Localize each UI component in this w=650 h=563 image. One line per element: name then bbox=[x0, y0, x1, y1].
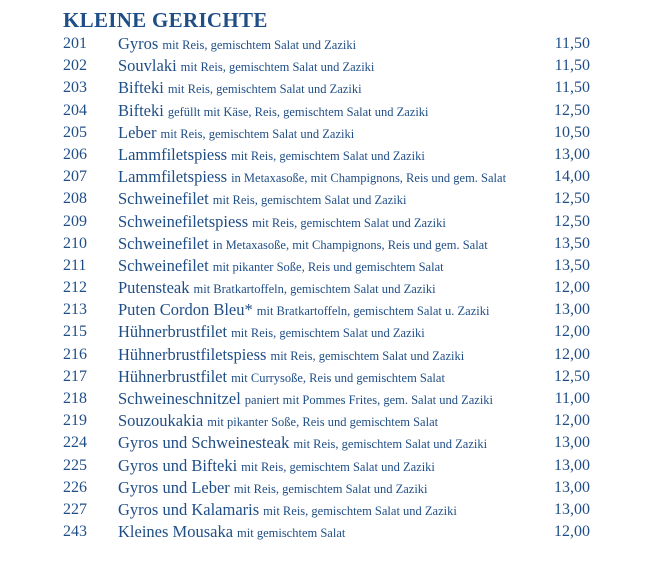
menu-item bbox=[0, 33, 650, 55]
menu-item bbox=[0, 211, 650, 233]
menu-item bbox=[0, 122, 650, 144]
item-description: mit Reis, gemischtem Salat und Zaziki bbox=[263, 503, 457, 518]
item-number: 243 bbox=[63, 523, 87, 541]
item-number: 212 bbox=[63, 279, 87, 297]
menu-item bbox=[0, 55, 650, 77]
item-number: 207 bbox=[63, 168, 87, 186]
item-description: mit Reis, gemischtem Salat und Zaziki bbox=[167, 82, 362, 97]
item-name: Gyros bbox=[118, 34, 159, 53]
item-name: Schweinefilet bbox=[118, 255, 209, 275]
menu-item bbox=[0, 455, 650, 477]
menu-item bbox=[0, 521, 650, 543]
item-name: Puten Cordon Bleu* bbox=[118, 300, 253, 320]
item-number: 225 bbox=[63, 456, 87, 474]
item-name: Schweineschnitzel bbox=[118, 389, 241, 408]
item-number: 218 bbox=[63, 390, 87, 407]
item-name: Lammfiletspiess bbox=[118, 167, 228, 187]
item-price: 13,00 bbox=[554, 500, 590, 518]
item-name: Hühnerbrustfiletspiess bbox=[118, 344, 267, 364]
item-price: 10,50 bbox=[554, 123, 590, 141]
item-name: Kleines Mousaka bbox=[118, 522, 234, 542]
menu-item bbox=[0, 255, 650, 277]
item-price: 11,50 bbox=[554, 35, 590, 52]
menu-item bbox=[0, 144, 650, 166]
item-name: Souvlaki bbox=[118, 56, 177, 76]
item-name: Hühnerbrustfilet bbox=[118, 322, 228, 342]
item-price: 13,00 bbox=[554, 456, 590, 474]
item-description: mit Reis, gemischtem Salat und Zaziki bbox=[293, 437, 488, 452]
item-description: mit pikanter Soße, Reis und gemischtem Salat bbox=[212, 259, 444, 274]
item-price: 13,00 bbox=[554, 301, 590, 319]
item-price: 13,50 bbox=[554, 256, 590, 274]
item-price: 13,00 bbox=[554, 145, 590, 163]
item-name: Bifteki bbox=[118, 100, 164, 120]
item-description: mit Reis, gemischtem Salat und Zaziki bbox=[212, 193, 407, 208]
item-description: mit Bratkartoffeln, gemischtem Salat u. Zaziki bbox=[256, 304, 490, 319]
item-description: mit Reis, gemischtem Salat und Zaziki bbox=[160, 126, 355, 141]
item-price: 12,50 bbox=[554, 190, 590, 208]
item-number: 208 bbox=[63, 190, 87, 208]
menu-item bbox=[0, 233, 650, 255]
item-price: 12,00 bbox=[554, 412, 590, 430]
item-name: Lammfiletspiess bbox=[118, 144, 228, 164]
item-description: mit Reis, gemischtem Salat und Zaziki bbox=[241, 459, 435, 474]
item-description: mit Reis, gemischtem Salat und Zaziki bbox=[180, 60, 375, 75]
item-description: mit Reis, gemischtem Salat und Zaziki bbox=[162, 38, 357, 52]
item-number: 206 bbox=[63, 145, 87, 163]
menu-item bbox=[0, 321, 650, 343]
menu-item bbox=[0, 499, 650, 521]
item-number: 216 bbox=[63, 345, 87, 363]
item-price: 12,00 bbox=[554, 345, 590, 363]
section-title: KLEINE GERICHTE bbox=[63, 8, 268, 32]
item-price: 12,50 bbox=[554, 212, 590, 230]
item-price: 12,00 bbox=[554, 523, 590, 541]
menu-item bbox=[0, 366, 650, 388]
item-price: 12,50 bbox=[554, 367, 590, 385]
item-number: 204 bbox=[63, 101, 87, 119]
item-number: 203 bbox=[63, 79, 87, 97]
menu-item bbox=[0, 410, 650, 432]
item-description: mit pikanter Soße, Reis und gemischtem Salat bbox=[207, 415, 439, 430]
item-description: mit Reis, gemischtem Salat und Zaziki bbox=[270, 348, 465, 363]
item-number: 219 bbox=[63, 412, 87, 430]
item-description: mit Reis, gemischtem Salat und Zaziki bbox=[231, 326, 425, 341]
menu-item bbox=[0, 166, 650, 188]
item-name: Bifteki bbox=[118, 78, 164, 98]
menu-item bbox=[0, 299, 650, 321]
menu-item bbox=[0, 344, 650, 366]
item-name: Schweinefiletspiess bbox=[118, 211, 249, 231]
item-number: 210 bbox=[63, 234, 87, 252]
item-price: 13,00 bbox=[554, 478, 590, 496]
item-description: mit Bratkartoffeln, gemischtem Salat und Zaziki bbox=[193, 282, 436, 297]
item-number: 226 bbox=[63, 478, 87, 496]
menu-item bbox=[0, 100, 650, 122]
item-number: 201 bbox=[63, 35, 87, 52]
item-name: Gyros und Leber bbox=[118, 477, 230, 497]
item-description: mit Reis, gemischtem Salat und Zaziki bbox=[252, 215, 446, 230]
item-description: mit Reis, gemischtem Salat und Zaziki bbox=[231, 148, 425, 163]
item-name: Gyros und Bifteki bbox=[118, 455, 238, 475]
item-number: 215 bbox=[63, 323, 87, 341]
item-description: in Metaxasoße, mit Champignons, Reis und gem. Salat bbox=[212, 237, 488, 252]
item-name: Putensteak bbox=[118, 278, 190, 298]
menu-item bbox=[0, 432, 650, 454]
item-name: Schweinefilet bbox=[118, 233, 209, 253]
item-price: 11,50 bbox=[554, 79, 590, 97]
item-number: 205 bbox=[63, 123, 87, 141]
menu-item bbox=[0, 277, 650, 299]
item-description: paniert mit Pommes Frites, gem. Salat und Zaziki bbox=[244, 393, 494, 407]
item-price: 12,50 bbox=[554, 101, 590, 119]
item-number: 224 bbox=[63, 434, 87, 452]
item-number: 213 bbox=[63, 301, 87, 319]
item-name: Souzoukakia bbox=[118, 411, 204, 431]
menu-item bbox=[0, 188, 650, 210]
menu-item bbox=[0, 388, 650, 410]
item-name: Gyros und Kalamaris bbox=[118, 499, 260, 519]
item-number: 202 bbox=[63, 57, 87, 75]
item-name: Leber bbox=[118, 122, 157, 142]
item-price: 11,50 bbox=[554, 57, 590, 75]
item-price: 12,00 bbox=[554, 279, 590, 297]
item-number: 217 bbox=[63, 367, 87, 385]
item-price: 12,00 bbox=[554, 323, 590, 341]
item-price: 14,00 bbox=[554, 168, 590, 186]
menu-list bbox=[0, 33, 650, 543]
menu-item bbox=[0, 477, 650, 499]
item-name: Hühnerbrustfilet bbox=[118, 366, 228, 386]
menu-item bbox=[0, 77, 650, 99]
item-name: Gyros und Schweinesteak bbox=[118, 433, 290, 453]
item-description: gefüllt mit Käse, Reis, gemischtem Salat und Zaziki bbox=[167, 104, 429, 119]
item-number: 227 bbox=[63, 500, 87, 518]
item-description: mit Currysoße, Reis und gemischtem Salat bbox=[231, 370, 445, 385]
item-price: 13,00 bbox=[554, 434, 590, 452]
item-description: mit Reis, gemischtem Salat und Zaziki bbox=[233, 481, 428, 496]
item-price: 11,00 bbox=[554, 390, 590, 407]
item-number: 209 bbox=[63, 212, 87, 230]
item-name: Schweinefilet bbox=[118, 189, 209, 209]
item-description: in Metaxasoße, mit Champignons, Reis und gem. Salat bbox=[231, 171, 507, 186]
item-price: 13,50 bbox=[554, 234, 590, 252]
item-description: mit gemischtem Salat bbox=[237, 526, 346, 541]
item-number: 211 bbox=[63, 256, 87, 274]
